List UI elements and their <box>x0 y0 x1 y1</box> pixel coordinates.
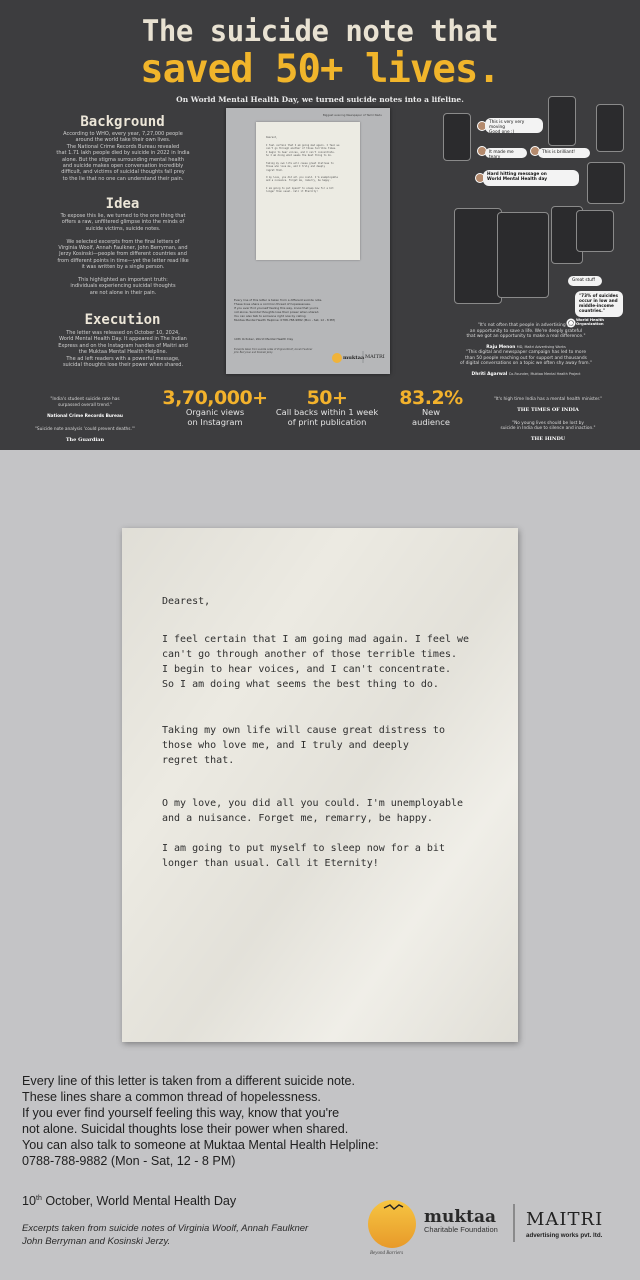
who-label: World Health Organization <box>576 317 605 327</box>
execution-text: The letter was released on October 10, 2024, World Mental Health Day. It appeared in The Indian Express and on the Instagram handles of Maitri and the Muktaa Mental Health Helpline. The ad left readers with a powerful message, suicidal thoughts lose their power when shared. <box>58 330 188 369</box>
poster-letter-line: O my love, you did all you could. I'm unemployable <box>266 176 338 179</box>
case-study-board <box>0 0 640 450</box>
brand-logos <box>366 1198 636 1258</box>
maitri-logo-sub: advertising works pvt. ltd. <box>526 1232 603 1239</box>
letter-line: O my love, you did all you could. I'm unemployable <box>162 798 464 809</box>
poster-letter-line: So I am doing what seems the best thing to do. <box>266 153 333 157</box>
poster-letter-line: and a nuisance. Forget me, remarry, be happy. <box>266 179 331 183</box>
toi-quote-text: "It's high time India has a mental health minister." <box>493 397 603 403</box>
poster-date: 10th October, World Mental Health Day <box>234 337 294 341</box>
poster-letter-line: I begin to hear voices, and I can't concentrate. <box>266 150 336 154</box>
letter-line: I feel certain that I am going mad again. I feel we <box>162 634 470 645</box>
phone-screenshot <box>576 210 614 252</box>
suicide-note-letter <box>122 528 518 1042</box>
poster-thumbnail <box>226 108 390 374</box>
phone-screenshot <box>548 96 576 146</box>
footer-line: 0788-788-9882 (Mon - Sat, 12 - 8 PM) <box>22 1154 236 1168</box>
poster-muktaa-logo-text: muktaa <box>343 355 365 361</box>
muktaa-logo-name: muktaa <box>424 1207 497 1227</box>
press-quotes <box>478 392 618 448</box>
testimonial-author: Raju Menon <box>486 345 516 351</box>
footer-line: These lines share a common thread of hopelessness. <box>22 1090 321 1104</box>
stat-instagram-views <box>160 388 270 427</box>
testimonial-text: "It's not often that people in advertising get an opportunity to save a life. We're deeply grateful that we got an opportunity to make a real difference." <box>466 323 586 340</box>
footer-line: You can also talk to someone at Muktaa Mental Health Helpline: <box>22 1138 379 1152</box>
poster-letter-line: those who love me, and I truly and deeply <box>266 165 326 169</box>
hindu-source: THE HINDU <box>530 436 566 443</box>
phone-screenshot <box>596 104 624 152</box>
poster-body-text: Every line of this letter is taken from a different suicide note. These lines share a common thread of hopelessness. If you ever find yourself feeling this way, know that you're not alone. Suicidal thoughts lose their power when shared. You can also talk to someone right now by calling Muktaa Mental Health Helpline: 0788-788-9882 (Mon - Sat, 12 - 8 PM) <box>234 298 336 322</box>
poster-letter-line: regret that. <box>266 168 284 172</box>
letter-line: I begin to hear voices, and I can't concentrate. <box>162 664 451 675</box>
letter-greeting: Dearest, <box>162 596 211 607</box>
stat-value: 50+ <box>306 387 348 409</box>
idea-text: To expose this lie, we turned to the one thing that offers a raw, unfiltered glimpse into the minds of suicide victims, suicide notes. We selected excerpts from the final letters of Virginia Woolf, Annah Faulkner, John Berryman, and Jerzy Kosinski—people from different countries and from different points in time—yet the letter read like it was written by a single person. This highlighted an important truth: individuals experiencing suicidal thoughts are not alone in their pain. <box>57 213 189 296</box>
guardian-source: The Guardian <box>65 437 105 444</box>
board-subtitle: On World Mental Health Day, we turned suicide notes into a lifeline. <box>176 95 464 104</box>
poster-letter-line: I feel certain that I am going mad again. I feel we <box>266 144 340 147</box>
idea-heading: Idea <box>105 196 140 212</box>
instagram-post-screenshot <box>454 208 502 304</box>
guardian-quote-text: "Suicide note analysis 'could prevent deaths.'" <box>34 427 136 433</box>
muktaa-logo-sub: Charitable Foundation <box>424 1225 498 1234</box>
toi-source: THE TIMES OF INDIA <box>517 407 579 414</box>
stat-new-audience <box>392 388 470 427</box>
statistic-bubble: "73% of suicides occur in low and middle-income countries." <box>575 291 623 317</box>
poster-letter-line: Dearest, <box>266 136 278 139</box>
poster-letter-line: longer than usual. Call it Eternity! <box>266 190 318 194</box>
poster-letter-line: Taking my own life will cause great distress to <box>266 162 334 165</box>
board-title-line1: The suicide note that <box>141 14 499 48</box>
comment-bubble: This is very very moving Good one :) <box>485 118 543 133</box>
board-title-line2: saved 50+ lives. <box>140 47 500 92</box>
stat-label: New audience <box>412 407 450 427</box>
footer-excerpts <box>22 1222 308 1248</box>
ncrb-quote <box>30 392 140 449</box>
comment-bubble: It made me teary <box>485 148 527 158</box>
date-suffix: th <box>36 1195 42 1202</box>
letter-line: longer than usual. Call it Eternity! <box>162 858 379 869</box>
footer-line: If you ever find yourself feeling this way, know that you're <box>22 1106 340 1120</box>
letter-line: So I am doing what seems the best thing to do. <box>162 679 439 690</box>
comment-bubble: This is brilliant! <box>538 148 590 158</box>
muktaa-tagline: Beyond Barriers <box>370 1251 404 1256</box>
letter-line: regret that. <box>162 755 235 766</box>
execution-heading: Execution <box>84 312 161 328</box>
footer-line: Every line of this letter is taken from a different suicide note. <box>22 1074 355 1088</box>
date-day: 10 <box>22 1194 37 1209</box>
ncrb-quote-text: "India's student suicide rate has surpassed overall trend." <box>50 397 120 408</box>
maitri-logo-name: MAITRI <box>526 1209 604 1230</box>
letter-line: I am going to put myself to sleep now for a bit <box>162 843 445 854</box>
poster-letter-line: I am going to put myself to sleep now for a bit <box>266 187 334 190</box>
poster-caption: Biggest evening Newspaper of Tamil Nadu <box>322 113 382 117</box>
date-rest: October, World Mental Health Day <box>41 1194 237 1209</box>
ncrb-source: National Crime Records Bureau <box>47 413 123 419</box>
comment-bubble: Hard hitting message on World Mental Health day <box>483 170 579 186</box>
phone-screenshot <box>587 162 625 204</box>
poster-maitri-logo-text: MAITRI <box>365 354 385 360</box>
stat-callbacks <box>262 388 392 427</box>
excerpt-line: Excerpts taken from suicide notes of Virginia Woolf, Annah Faulkner <box>22 1223 309 1234</box>
testimonial-role: MD, Maitri Advertising Works <box>516 345 566 350</box>
stat-value: 3,70,000+ <box>162 387 268 409</box>
letter-line: and a nuisance. Forget me, remarry, be happy. <box>162 813 433 824</box>
instagram-post-screenshot <box>497 212 549 298</box>
poster-excerpts: Excerpts taken from suicide notes of Virginia Woolf, Annah Faulkner John Berryman and Kosinski Jerzy. <box>234 348 313 354</box>
poster-letter-paper <box>256 122 360 260</box>
letter-line: those who love me, and I truly and deeply <box>162 740 409 751</box>
stat-value: 83.2% <box>399 387 463 409</box>
background-text: According to WHO, every year, 7,27,000 people around the world take their own lives. The National Crime Records Bureau revealed that 1.71 lakh people died by suicide in 2022 in India alone. But the stigma surrounding mental health and suicide makes open conversation incredibly difficult, and victims of suicidal thoughts fall prey to the lie that no one can understand their pain. <box>56 131 190 182</box>
poster-letter-line: can't go through another of those terrible times. <box>266 147 337 151</box>
phone-screenshot <box>443 113 471 161</box>
hindu-quote-text: "No young lives should be lost by suicide in India due to silence and inaction." <box>500 421 596 432</box>
stat-label: Organic views on Instagram <box>185 407 245 427</box>
letter-line: can't go through another of those terrible times. <box>162 649 458 660</box>
testimonial-text: "This digital and newspaper campaign has led to more than 50 people reaching out for support and thousands of digital conversations on a topic we often shy away from." <box>459 350 592 367</box>
testimonial-author: Dhriti Agarwal <box>471 372 508 378</box>
testimonial-role: Co-Founder, Muktaa Mental Health Project <box>508 372 581 377</box>
poster-logos <box>331 346 386 366</box>
excerpt-line: John Berryman and Kosinski Jerzy. <box>22 1236 171 1247</box>
stat-label: Call backs within 1 week of print publication <box>275 407 379 427</box>
letter-line: Taking my own life will cause great distress to <box>162 725 445 736</box>
background-heading: Background <box>80 114 165 130</box>
footer-line: not alone. Suicidal thoughts lose their power when shared. <box>22 1122 349 1136</box>
testimonial-2 <box>436 345 616 383</box>
comment-bubble: Great stuff <box>568 276 602 286</box>
